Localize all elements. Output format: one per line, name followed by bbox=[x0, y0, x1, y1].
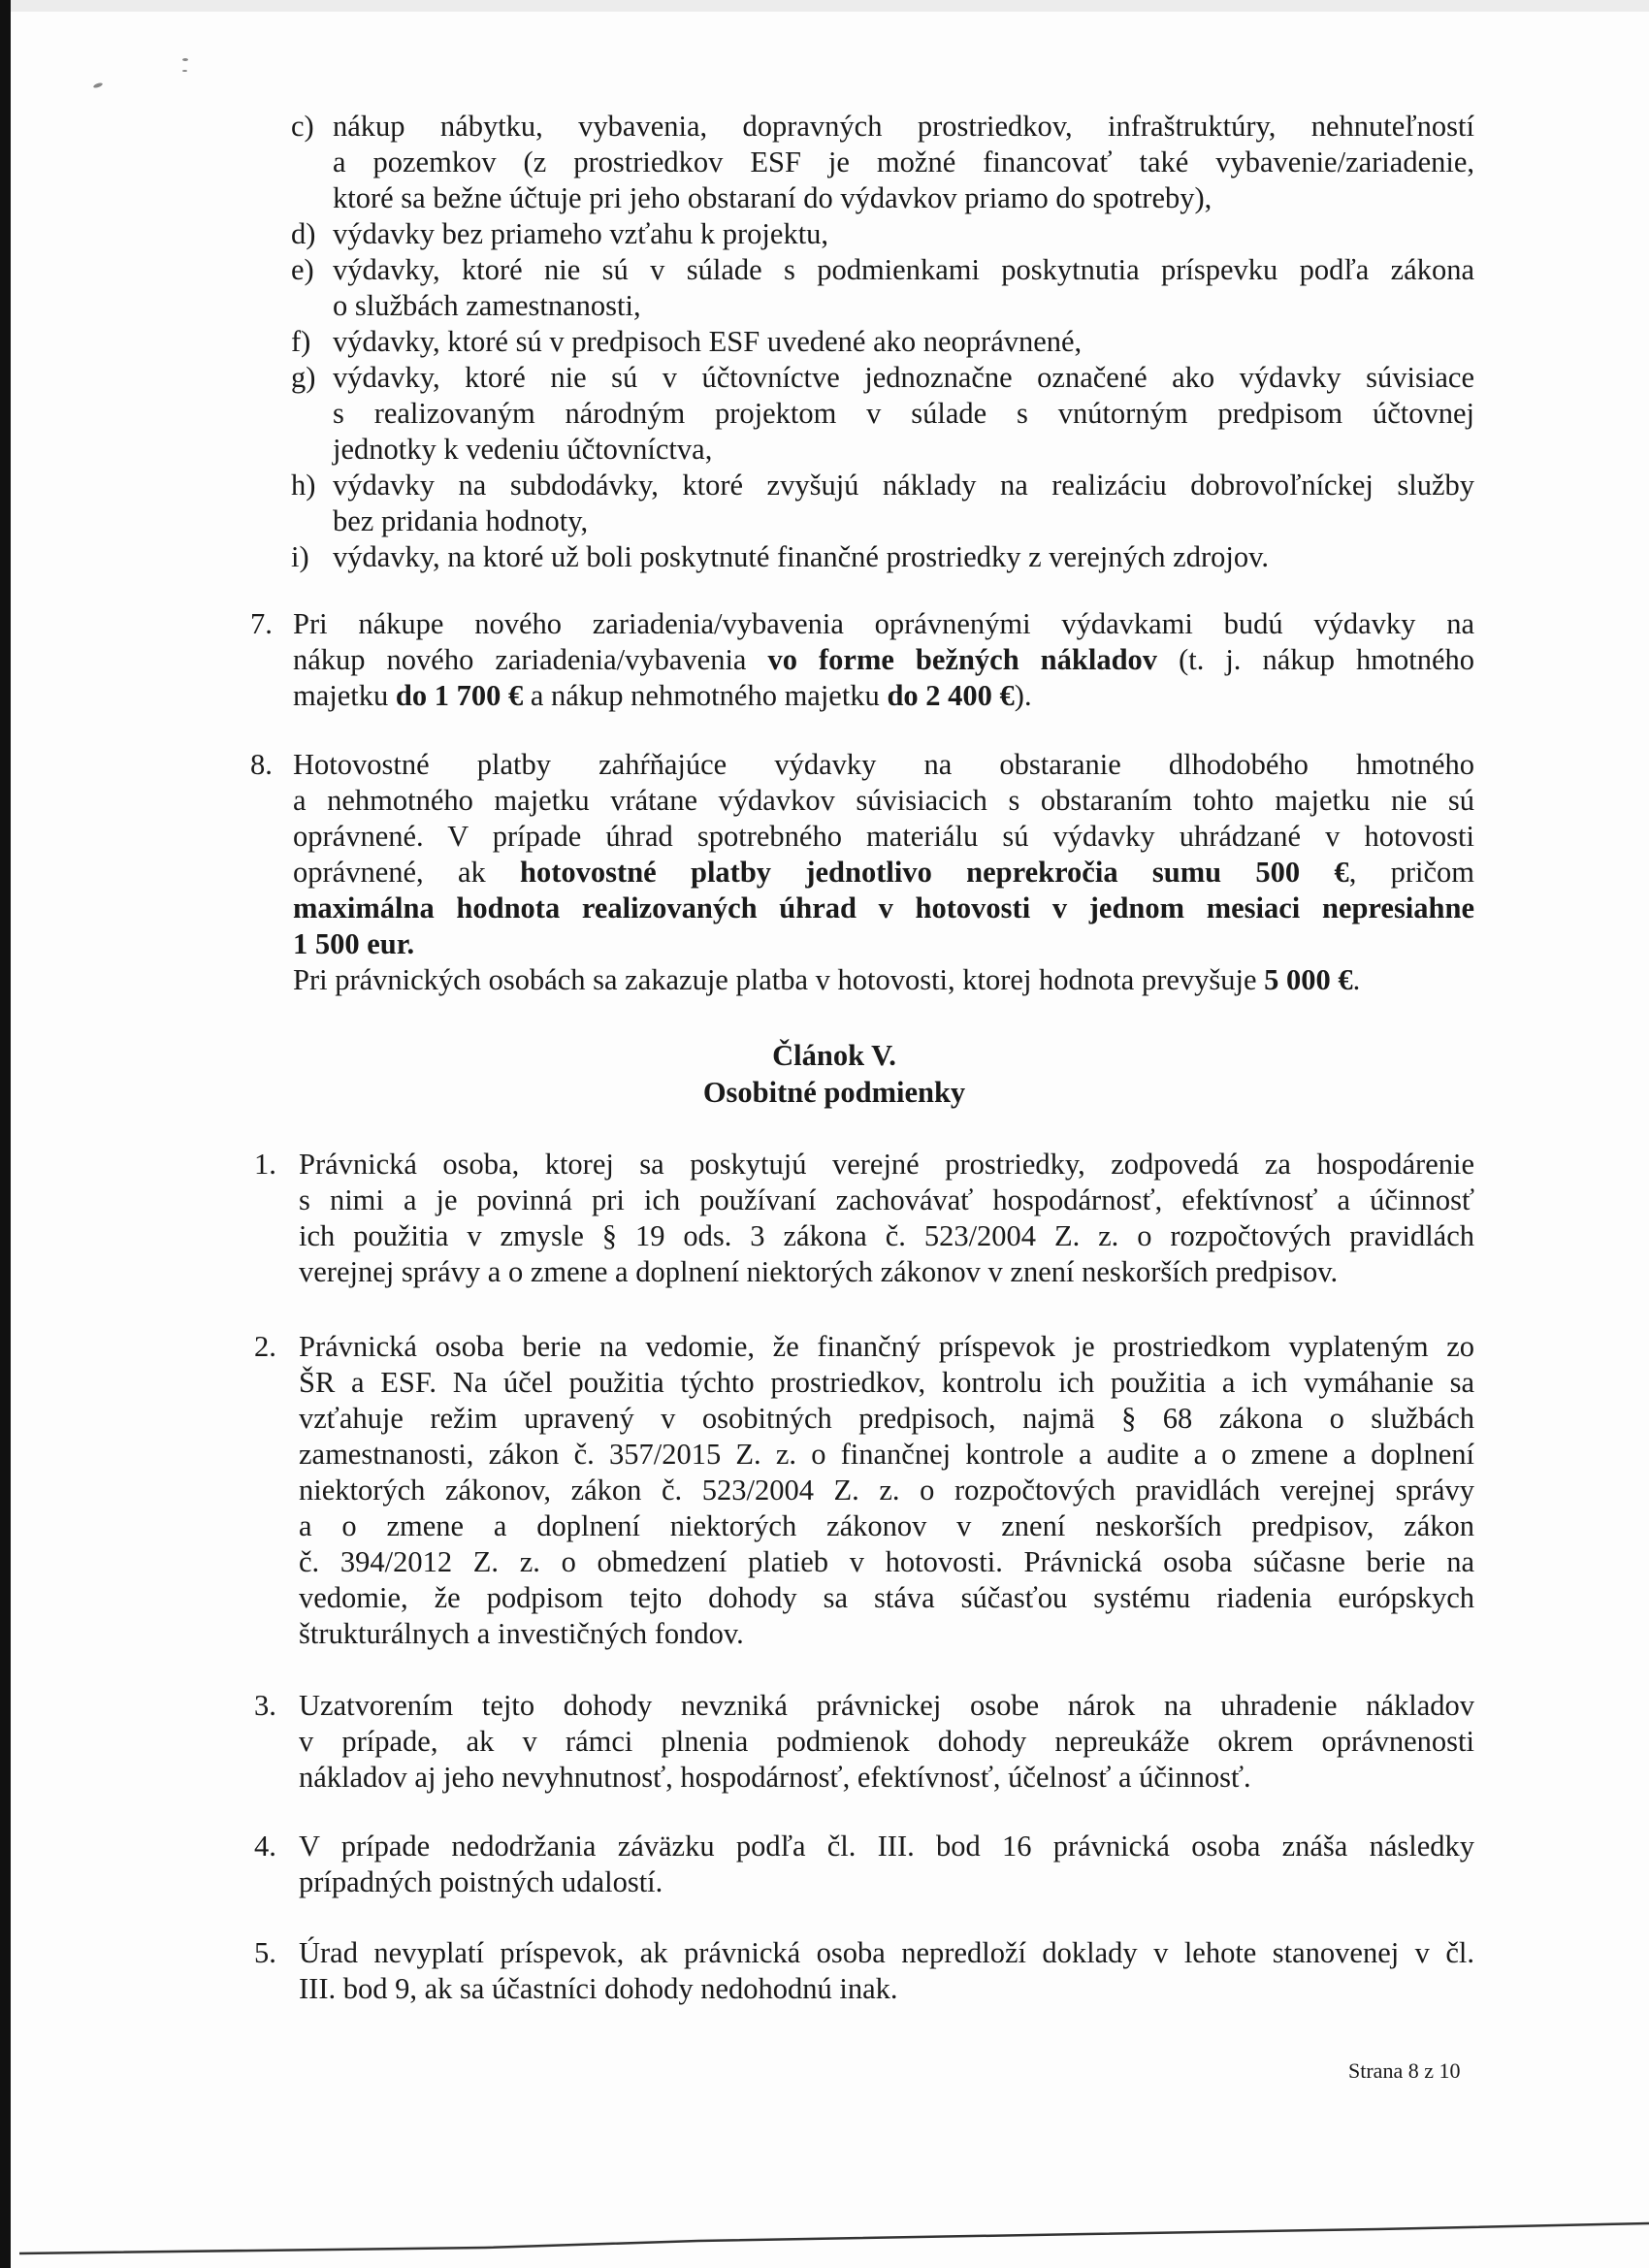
text-run: . bbox=[1352, 963, 1361, 996]
item-line: Úrad nevyplatí príspevok, ak právnická osoba nepredloží doklady v lehote stanovenej v čl. bbox=[299, 1936, 1474, 1969]
item-line: prípadných poistných udalostí. bbox=[299, 1865, 663, 1898]
text-run: ). bbox=[1014, 679, 1032, 712]
item-line: verejnej správy a o zmene a doplnení niektorých zákonov v znení neskorších predpisov. bbox=[299, 1255, 1339, 1288]
item-line: Pri nákupe nového zariadenia/vybavenia oprávnenými výdavkami budú výdavky na bbox=[293, 607, 1474, 640]
item-line: Právnická osoba berie na vedomie, že finančný príspevok je prostriedkom vyplateným zo bbox=[299, 1330, 1474, 1363]
list-marker: 8. bbox=[250, 748, 273, 781]
text-run: oprávnené, ak bbox=[293, 856, 521, 889]
text-run: (t. j. nákup hmotného bbox=[1157, 643, 1474, 676]
item-line: vzťahuje režim upravený v osobitných predpisoch, najmä § 68 zákona o službách bbox=[299, 1402, 1474, 1435]
list-marker: i) bbox=[291, 540, 309, 573]
item-line: bez pridania hodnoty, bbox=[333, 504, 589, 537]
item-line: III. bod 9, ak sa účastníci dohody nedohodnú inak. bbox=[299, 1972, 898, 2005]
list-marker: 2. bbox=[254, 1330, 276, 1363]
item-line: Uzatvorením tejto dohody nevzniká právnickej osobe nárok na uhradenie nákladov bbox=[299, 1689, 1474, 1722]
item-line: vedomie, že podpisom tejto dohody sa stáva súčasťou systému riadenia európskych bbox=[299, 1581, 1474, 1614]
item-line: výdavky, ktoré nie sú v účtovníctve jednoznačne označené ako výdavky súvisiace bbox=[333, 361, 1474, 394]
item-line: č. 394/2012 Z. z. o obmedzení platieb v hotovosti. Právnická osoba súčasne berie na bbox=[299, 1545, 1474, 1578]
item-line: ŠR a ESF. Na účel použitia týchto prostriedkov, kontrolu ich použitia a ich vymáhanie sa bbox=[299, 1366, 1474, 1399]
item-line: ktoré sa bežne účtuje pri jeho obstaraní do výdavkov priamo do spotreby), bbox=[333, 181, 1212, 214]
item-line: o službách zamestnanosti, bbox=[333, 289, 641, 322]
item-line: v prípade, ak v rámci plnenia podmienok dohody nepreukáže okrem oprávnenosti bbox=[299, 1725, 1474, 1758]
item-line: výdavky na subdodávky, ktoré zvyšujú náklady na realizáciu dobrovoľníckej služby bbox=[333, 469, 1474, 502]
item-line bbox=[293, 962, 1474, 998]
list-marker: d) bbox=[291, 217, 316, 250]
bold-run: vo forme bežných nákladov bbox=[767, 643, 1158, 676]
text-run: a nákup nehmotného majetku bbox=[523, 679, 888, 712]
item-line: jednotky k vedeniu účtovníctva, bbox=[333, 433, 713, 466]
item-line: výdavky, ktoré nie sú v súlade s podmienkami poskytnutia príspevku podľa zákona bbox=[333, 253, 1474, 286]
bold-run: hotovostné platby jednotlivo neprekročia sumu 500 € bbox=[520, 856, 1349, 889]
bold-run: maximálna hodnota realizovaných úhrad v hotovosti v jednom mesiaci nepresiahne bbox=[293, 891, 1474, 924]
list-marker: c) bbox=[291, 110, 314, 143]
list-marker: e) bbox=[291, 253, 314, 286]
item-line: nákladov aj jeho nevyhnutnosť, hospodárnosť, efektívnosť, účelnosť a účinnosť. bbox=[299, 1761, 1251, 1794]
item-line: s realizovaným národným projektom v súlade s vnútorným predpisom účtovnej bbox=[333, 397, 1474, 430]
text-run: nákup nového zariadenia/vybavenia bbox=[293, 643, 768, 676]
list-marker: h) bbox=[291, 469, 316, 502]
list-marker: 1. bbox=[254, 1148, 276, 1181]
list-marker: 3. bbox=[254, 1689, 276, 1722]
bold-run: 5 000 € bbox=[1264, 963, 1353, 996]
item-line: a pozemkov (z prostriedkov ESF je možné financovať také vybavenie/zariadenie, bbox=[333, 146, 1474, 178]
list-marker: f) bbox=[291, 325, 311, 358]
item-line: oprávnené. V prípade úhrad spotrebného materiálu sú výdavky uhrádzané v hotovosti bbox=[293, 820, 1474, 853]
item-line: Právnická osoba, ktorej sa poskytujú verejné prostriedky, zodpovedá za hospodárenie bbox=[299, 1148, 1474, 1181]
list-marker: 7. bbox=[250, 607, 273, 640]
item-line: nákup nábytku, vybavenia, dopravných prostriedkov, infraštruktúry, nehnuteľností bbox=[333, 110, 1474, 143]
item-line: a o zmene a doplnení niektorých zákonov v znení neskorších predpisov, zákon bbox=[299, 1509, 1474, 1542]
article-subtitle: Osobitné podmienky bbox=[702, 1076, 966, 1109]
bold-run: do 1 700 € bbox=[395, 679, 524, 712]
list-marker: 5. bbox=[254, 1936, 276, 1969]
item-line: V prípade nedodržania záväzku podľa čl. III. bod 16 právnická osoba znáša následky bbox=[299, 1830, 1474, 1863]
item-line: s nimi a je povinná pri ich používaní zachovávať hospodárnosť, efektívnosť a účinnosť bbox=[299, 1183, 1474, 1216]
item-line: zamestnanosti, zákon č. 357/2015 Z. z. o finančnej kontrole a audite a o zmene a doplnení bbox=[299, 1438, 1474, 1471]
item-line: výdavky, na ktoré už boli poskytnuté finančné prostriedky z verejných zdrojov. bbox=[333, 540, 1269, 573]
item-line: ich použitia v zmysle § 19 ods. 3 zákona č. 523/2004 Z. z. o rozpočtových pravidlách bbox=[299, 1219, 1474, 1252]
article-title: Článok V. bbox=[772, 1039, 896, 1072]
item-line bbox=[293, 678, 1474, 714]
text-run: , pričom bbox=[1348, 856, 1475, 889]
text-run: majetku bbox=[293, 679, 396, 712]
item-line bbox=[293, 642, 1474, 678]
item-line: štrukturálnych a investičných fondov. bbox=[299, 1617, 744, 1650]
item-line: výdavky, ktoré sú v predpisoch ESF uvedené ako neoprávnené, bbox=[333, 325, 1083, 358]
item-line bbox=[293, 891, 1474, 926]
item-line bbox=[293, 926, 1474, 962]
bold-run: do 2 400 € bbox=[887, 679, 1015, 712]
text-run: Pri právnických osobách sa zakazuje platba v hotovosti, ktorej hodnota prevyšuje bbox=[293, 963, 1265, 996]
bold-run: 1 500 eur. bbox=[293, 927, 415, 960]
list-marker: g) bbox=[291, 361, 316, 394]
item-line: výdavky bez priameho vzťahu k projektu, bbox=[333, 217, 829, 250]
scan-artifact-line bbox=[19, 2221, 1649, 2260]
page-number: Strana 8 z 10 bbox=[1348, 2058, 1461, 2083]
item-line: a nehmotného majetku vrátane výdavkov súvisiacich s obstaraním tohto majetku nie sú bbox=[293, 784, 1474, 817]
list-marker: 4. bbox=[254, 1830, 276, 1863]
item-line: Hotovostné platby zahŕňajúce výdavky na obstaranie dlhodobého hmotného bbox=[293, 748, 1474, 781]
item-line: niektorých zákonov, zákon č. 523/2004 Z. z. o rozpočtových pravidlách verejnej správy bbox=[299, 1474, 1474, 1507]
item-line bbox=[293, 855, 1474, 891]
